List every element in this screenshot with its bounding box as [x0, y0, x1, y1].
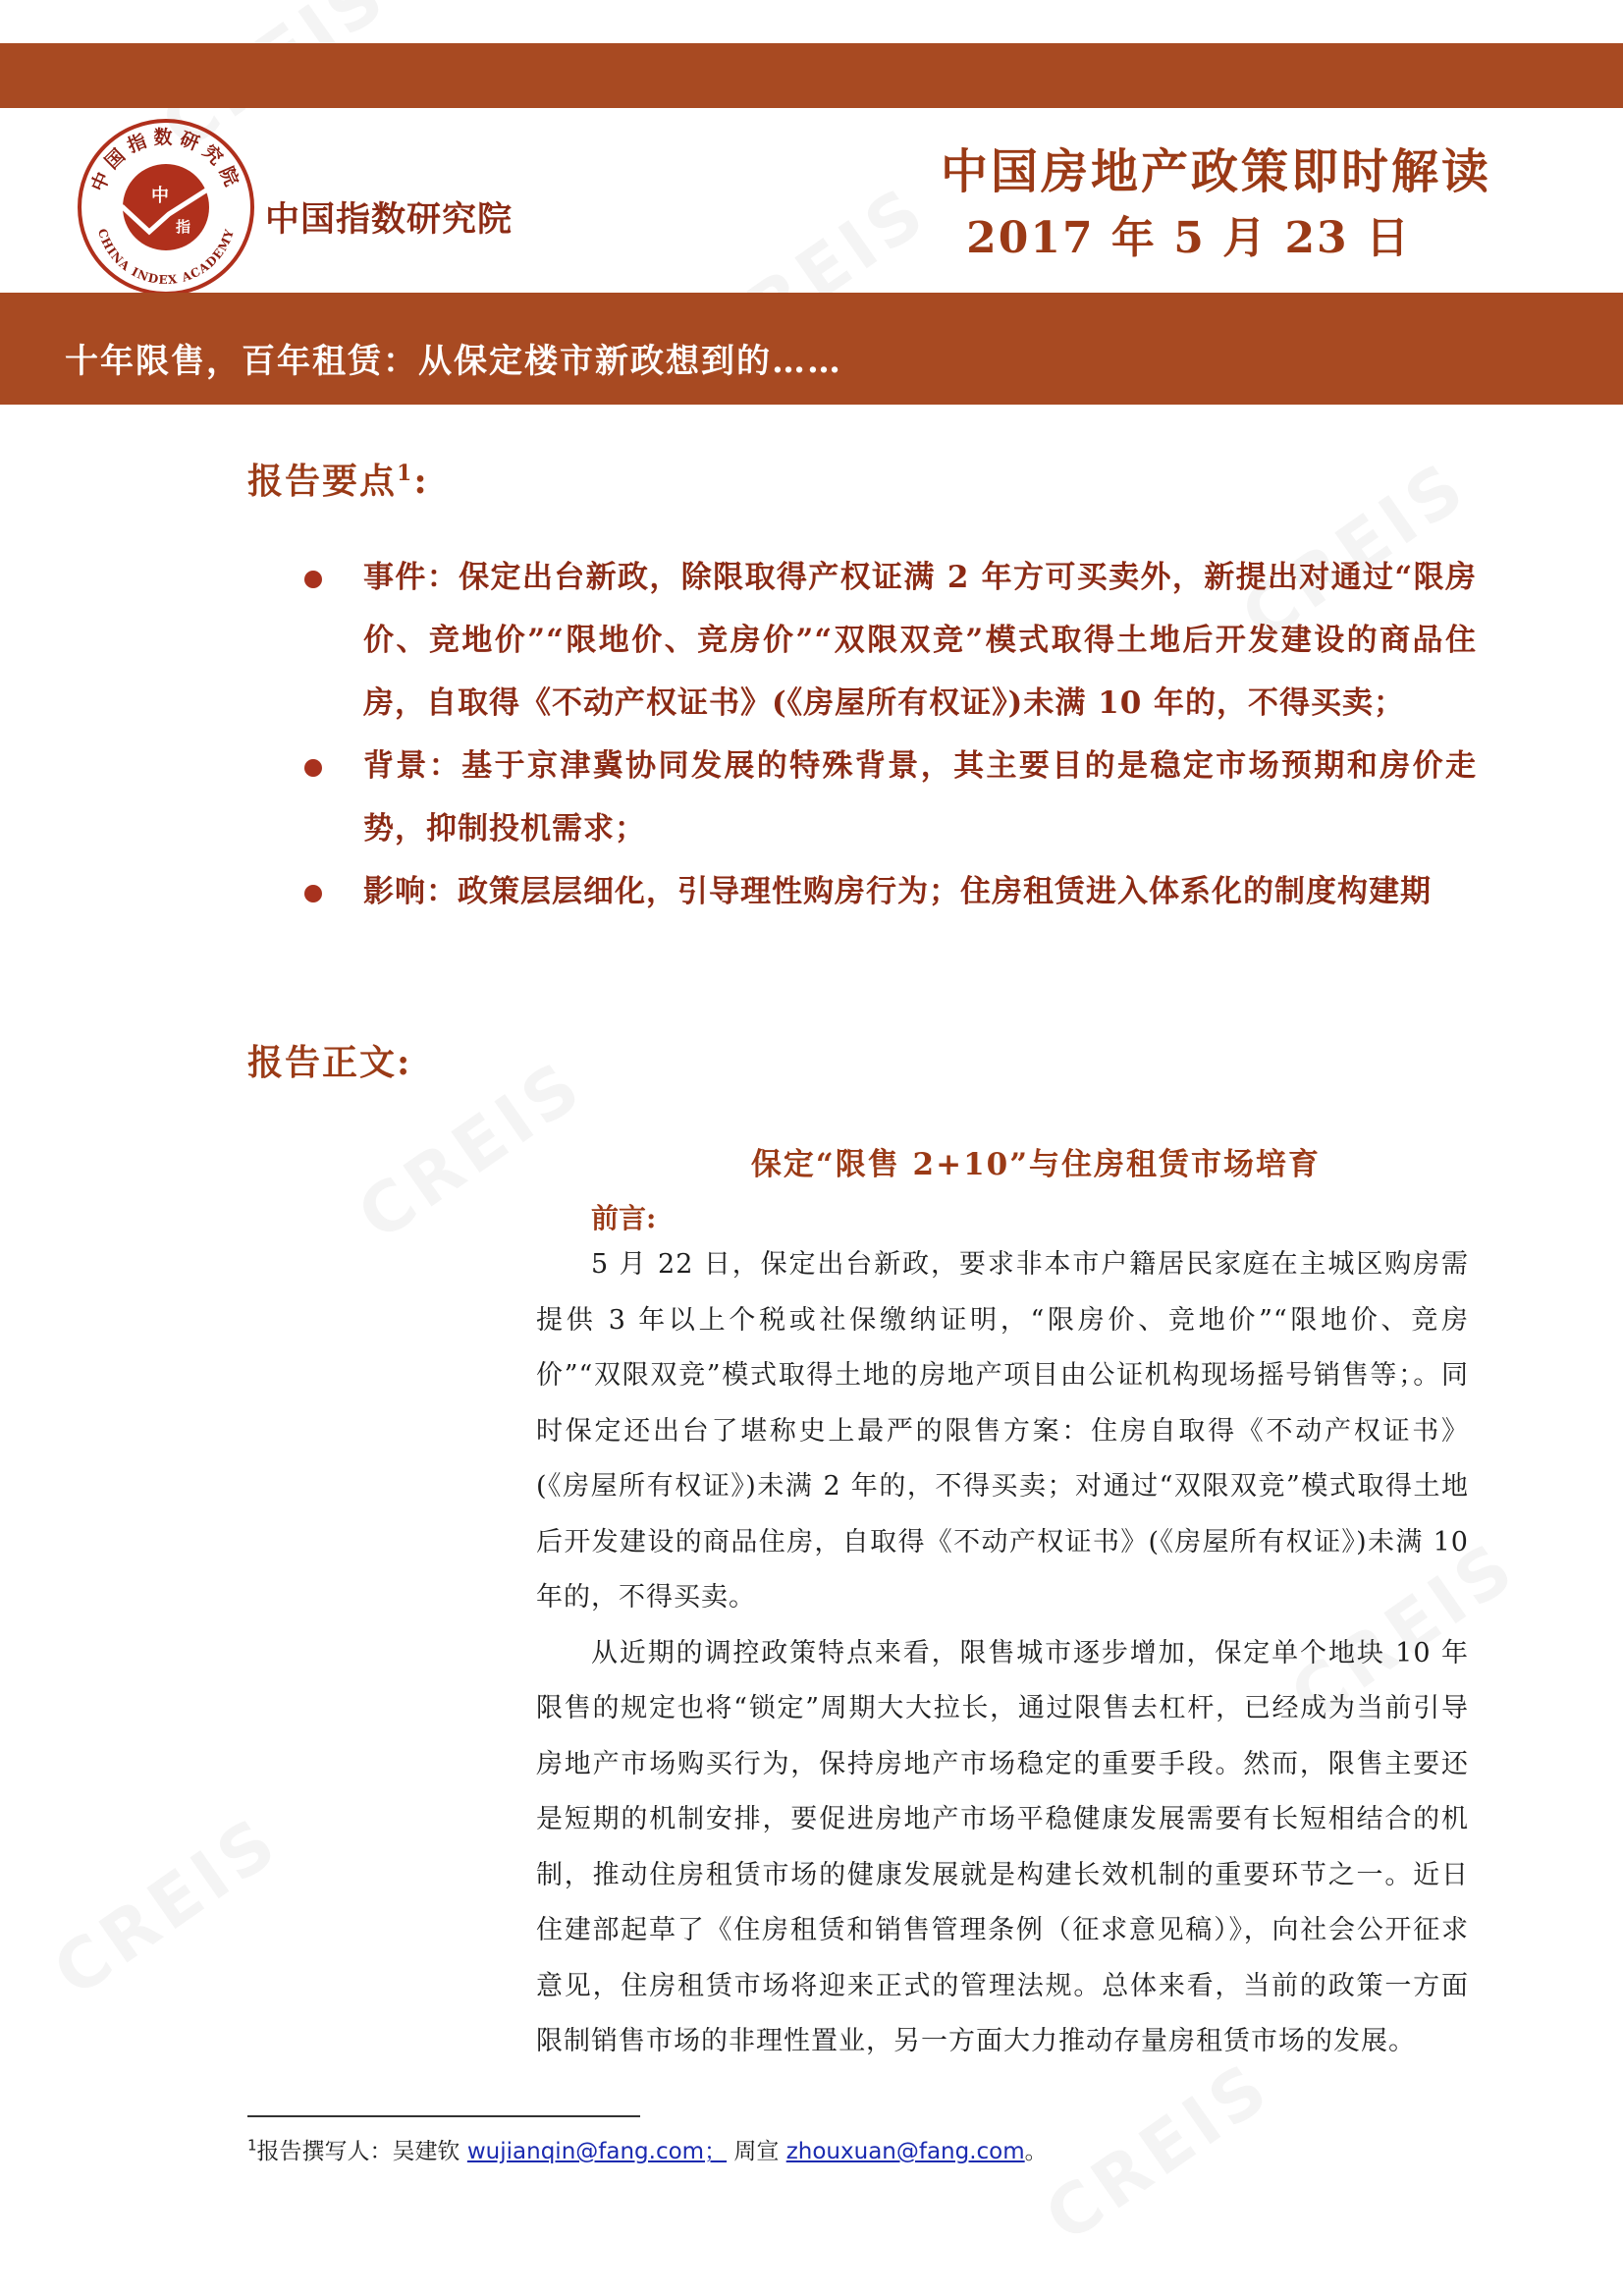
list-item [298, 860, 1477, 923]
bullet-dot-icon [304, 885, 322, 902]
watermark [39, 1800, 295, 2012]
footnote-divider [247, 2115, 640, 2117]
key-points-heading-suffix: : [413, 461, 429, 502]
key-points-list [298, 546, 1477, 923]
preface-label: 前言: [591, 1202, 657, 1234]
bullet-dot-icon [304, 759, 322, 777]
brand-title: 中国房地产政策即时解读 [940, 144, 1491, 199]
footnote [247, 2133, 1048, 2165]
seal-bottom-text: CHINA INDEX ACADEMY [94, 227, 238, 288]
article-title: 保定“限售 2+10”与住房租赁市场培育 [750, 1147, 1322, 1182]
list-item-text: 事件：保定出台新政，除限取得产权证满 2 年方可买卖外，新提出对通过“限房价、竞地价”“限地价、竞房价”“双限双竞”模式取得土地后开发建设的商品住房，自取得《不动产权证书》(《房屋所有权证》)未满 10 年的，不得买卖； [363, 560, 1477, 721]
report-title: 十年限售，百年租赁：从保定楼市新政想到的…… [65, 342, 842, 381]
org-name: 中国指数研究院 [265, 199, 514, 240]
email-link-1[interactable]: wujianqin@fang.com； [466, 2139, 728, 2164]
main-heading: 报告正文: [247, 1042, 412, 1083]
key-points-heading-text: 报告要点 [247, 461, 398, 502]
brand-date: 2017 年 5 月 23 日 [966, 213, 1411, 263]
watermark [1031, 2046, 1286, 2258]
header-top-band [0, 43, 1623, 108]
footnote-suffix: 。 [1024, 2139, 1048, 2164]
footnote-middle: 周宣 [727, 2139, 786, 2164]
key-points-heading [247, 454, 429, 504]
paragraph: 5 月 22 日，保定出台新政，要求非本市户籍居民家庭在主城区购房需提供 3 年以上个税或社保缴纳证明，“限房价、竞地价”“限地价、竞房价”“双限双竞”模式取得土地的房地产项目由公证机构现场摇号销售等；。同时保定还出台了堪称史上最严的限售方案：住房自取得《不动产权证书》(《房屋所有权证》)未满 2 年的，不得买卖；对通过“双限双竞”模式取得土地后开发建设的商品住房，自取得《不动产权证书》(《房屋所有权证》)未满 10 年的，不得买卖。 [536, 1249, 1469, 1613]
list-item-text: 影响：政策层层细化，引导理性购房行为；住房租赁进入体系化的制度构建期 [363, 874, 1432, 909]
academy-seal-logo [75, 116, 257, 299]
footnote-prefix: 报告撰写人：吴建钦 [256, 2139, 467, 2164]
seal-center-top: 中 [151, 186, 169, 206]
seal-top-text: 中国指数研究院 [86, 127, 245, 195]
list-item [298, 735, 1477, 860]
paragraph: 从近期的调控政策特点来看，限售城市逐步增加，保定单个地块 10 年限售的规定也将“锁定”周期大大拉长，通过限售去杠杆，已经成为当前引导房地产市场购买行为，保持房地产市场稳定的重要手段。然而，限售主要还是短期的机制安排，要促进房地产市场平稳健康发展需要有长短相结合的机制，推动住房租赁市场的健康发展就是构建长效机制的重要环节之一。近日住建部起草了《住房租赁和销售管理条例（征求意见稿）》，向社会公开征求意见，住房租赁市场将迎来正式的管理法规。总体来看，当前的政策一方面限制销售市场的非理性置业，另一方面大力推动存量房租赁市场的发展。 [536, 1637, 1469, 2056]
footnote-mark: 1 [397, 461, 414, 486]
list-item-text: 背景：基于京津冀协同发展的特殊背景，其主要目的是稳定市场预期和房价走势，抑制投机需求； [363, 748, 1477, 847]
seal-center-bottom: 指 [176, 218, 191, 236]
bullet-dot-icon [304, 571, 322, 588]
list-item [298, 546, 1477, 735]
email-link-2[interactable]: zhouxuan@fang.com [785, 2139, 1025, 2164]
footnote-mark: 1 [247, 2136, 257, 2155]
article-body [536, 1200, 1469, 2070]
